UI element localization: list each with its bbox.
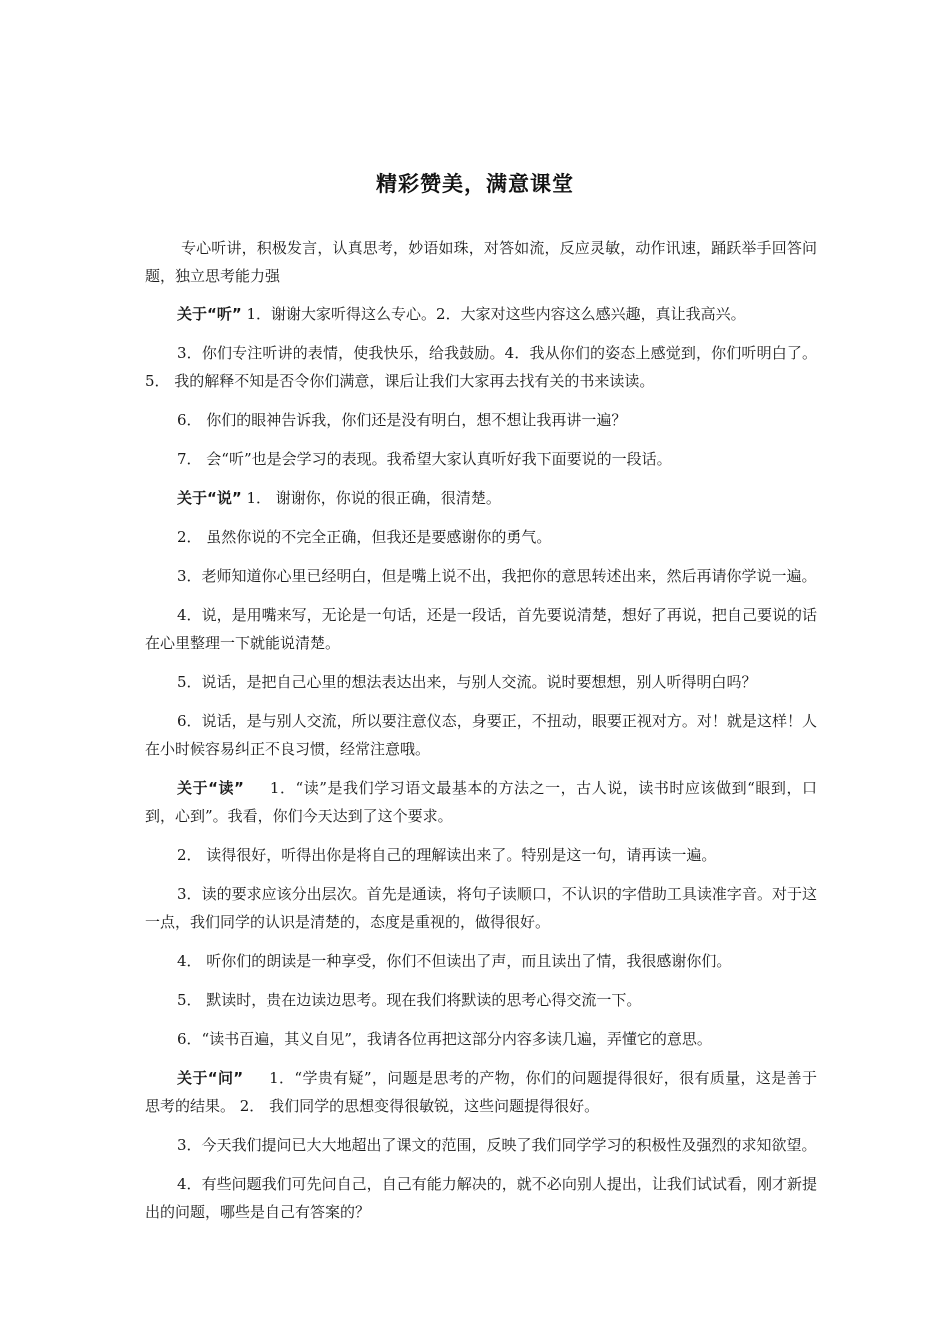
read-paragraph-4: 4． 听你们的朗读是一种享受，你们不但读出了声，而且读出了情，我很感谢你们。: [177, 952, 732, 970]
read-paragraph-6: 6．“读书百遍，其义自见”，我请各位再把这部分内容多读几遍，弄懂它的意思。: [177, 1030, 712, 1048]
ask-heading: 关于“问”: [177, 1069, 244, 1087]
speak-paragraph-6: 6．说话，是与别人交流，所以要注意仪态，身要正，不扭动，眼要正视对方。对！就是这样！人在小时候容易纠正不良习惯，经常注意哦。: [145, 712, 817, 758]
intro-paragraph: 专心听讲，积极发言，认真思考，妙语如珠，对答如流，反应灵敏，动作讯速，踊跃举手回答问题，独立思考能力强: [145, 239, 817, 285]
speak-paragraph-3: 3．老师知道你心里已经明白，但是嘴上说不出，我把你的意思转述出来，然后再请你学说一遍。: [177, 567, 817, 585]
listen-paragraph-1: [145, 300, 817, 328]
ask-text-1: 1．“学贵有疑”，问题是思考的产物，你们的问题提得很好，很有质量，这是善于思考的结果。 2． 我们同学的思想变得很敏锐，这些问题提得很好。: [145, 1069, 817, 1115]
listen-paragraph-3: 6． 你们的眼神告诉我，你们还是没有明白，想不想让我再讲一遍？: [177, 411, 627, 429]
page-title: 精彩赞美，满意课堂: [376, 172, 574, 196]
read-paragraph-2: 2． 读得很好，听得出你是将自己的理解读出来了。特别是这一句，请再读一遍。: [177, 846, 717, 864]
speak-paragraph-4: 4．说，是用嘴来写，无论是一句话，还是一段话，首先要说清楚，想好了再说，把自己要说的话在心里整理一下就能说清楚。: [145, 606, 817, 652]
ask-paragraph-1: [145, 1064, 817, 1120]
read-text-1: 1．“读”是我们学习语文最基本的方法之一，古人说，读书时应该做到“眼到，口到，心到”。我看，你们今天达到了这个要求。: [145, 779, 817, 825]
read-paragraph-3: 3．读的要求应该分出层次。首先是通读，将句子读顺口，不认识的字借助工具读准字音。对于这一点，我们同学的认识是清楚的，态度是重视的，做得很好。: [145, 885, 817, 931]
listen-paragraph-2: 3．你们专注听讲的表情，使我快乐，给我鼓励。4．我从你们的姿态上感觉到，你们听明白了。 5． 我的解释不知是否令你们满意，课后让我们大家再去找有关的书来读读。: [145, 344, 817, 390]
read-paragraph-1: [145, 774, 817, 830]
ask-paragraph-2: 3．今天我们提问已大大地超出了课文的范围，反映了我们同学学习的积极性及强烈的求知欲望。: [177, 1136, 817, 1154]
speak-paragraph-2: 2． 虽然你说的不完全正确，但我还是要感谢你的勇气。: [177, 528, 552, 546]
speak-heading: 关于“说”: [177, 489, 242, 507]
listen-paragraph-4: 7． 会“听”也是会学习的表现。我希望大家认真听好我下面要说的一段话。: [177, 450, 672, 468]
ask-paragraph-3: 4．有些问题我们可先问自己，自己有能力解决的，就不必向别人提出，让我们试试看，刚才新提出的问题，哪些是自己有答案的？: [145, 1175, 817, 1221]
listen-heading: 关于“听”: [177, 305, 242, 323]
read-heading: 关于“读”: [177, 779, 244, 797]
document-body: [145, 234, 817, 1237]
speak-paragraph-5: 5．说话，是把自己心里的想法表达出来，与别人交流。说时要想想，别人听得明白吗？: [177, 673, 757, 691]
read-paragraph-5: 5． 默读时，贵在边读边思考。现在我们将默读的思考心得交流一下。: [177, 991, 642, 1009]
listen-text-1: 1．谢谢大家听得这么专心。2．大家对这些内容这么感兴趣，真让我高兴。: [246, 305, 746, 323]
speak-paragraph-1: [145, 484, 817, 512]
speak-text-1: 1． 谢谢你，你说的很正确，很清楚。: [246, 489, 501, 507]
